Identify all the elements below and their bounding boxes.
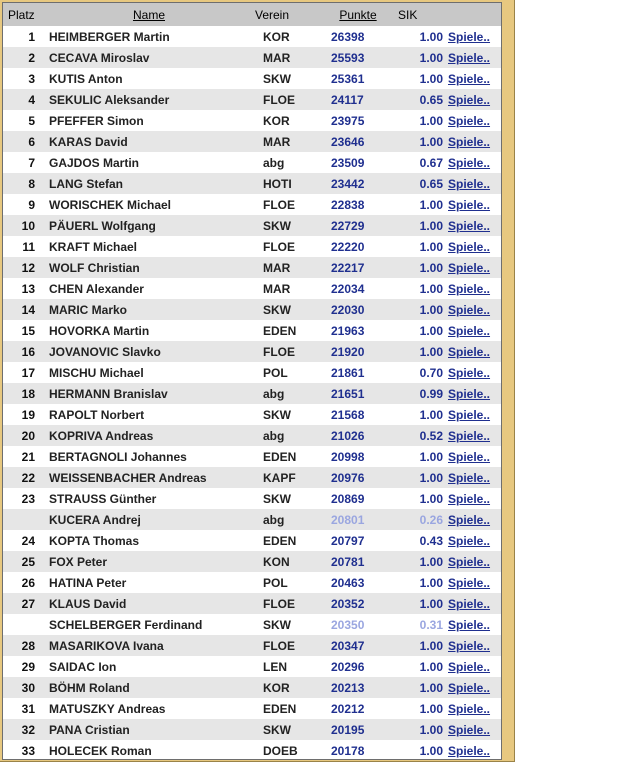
club-cell: MAR	[255, 47, 323, 68]
player-name-cell: CHEN Alexander	[43, 278, 255, 299]
table-row	[3, 257, 501, 278]
club-cell: SKW	[255, 404, 323, 425]
games-link[interactable]: Spiele..	[448, 722, 491, 737]
rank-cell: 30	[3, 677, 43, 698]
sik-cell: 0.65	[393, 89, 447, 110]
points-cell: 20347	[323, 635, 393, 656]
games-link[interactable]: Spiele..	[448, 470, 491, 485]
points-cell: 20797	[323, 530, 393, 551]
games-link[interactable]: Spiele..	[448, 365, 491, 380]
points-cell: 25593	[323, 47, 393, 68]
points-cell: 20463	[323, 572, 393, 593]
games-link[interactable]: Spiele..	[448, 743, 491, 758]
table-row	[3, 383, 501, 404]
sik-cell: 1.00	[393, 635, 447, 656]
games-cell	[447, 530, 501, 551]
player-name-cell: LANG Stefan	[43, 173, 255, 194]
sik-cell: 1.00	[393, 719, 447, 740]
points-cell: 23646	[323, 131, 393, 152]
games-cell	[447, 257, 501, 278]
sik-cell: 1.00	[393, 257, 447, 278]
points-cell: 22729	[323, 215, 393, 236]
club-cell: SKW	[255, 614, 323, 635]
player-name-cell: WOLF Christian	[43, 257, 255, 278]
rank-cell: 33	[3, 740, 43, 760]
table-row	[3, 194, 501, 215]
rank-cell: 24	[3, 530, 43, 551]
table-row	[3, 698, 501, 719]
table-row	[3, 656, 501, 677]
sik-cell: 1.00	[393, 110, 447, 131]
table-body	[3, 26, 501, 760]
rank-cell: 9	[3, 194, 43, 215]
sik-cell: 1.00	[393, 194, 447, 215]
games-cell	[447, 341, 501, 362]
player-name-cell: PFEFFER Simon	[43, 110, 255, 131]
rank-cell: 29	[3, 656, 43, 677]
points-cell: 21568	[323, 404, 393, 425]
sik-cell: 1.00	[393, 131, 447, 152]
sik-cell: 1.00	[393, 572, 447, 593]
club-cell: KAPF	[255, 467, 323, 488]
games-link[interactable]: Spiele..	[448, 113, 491, 128]
player-name-cell: SAIDAC Ion	[43, 656, 255, 677]
games-cell	[447, 320, 501, 341]
table-row	[3, 173, 501, 194]
player-name-cell: HOVORKA Martin	[43, 320, 255, 341]
sik-cell: 1.00	[393, 341, 447, 362]
games-link[interactable]: Spiele..	[448, 512, 491, 527]
player-name-cell: MATUSZKY Andreas	[43, 698, 255, 719]
sik-cell: 1.00	[393, 467, 447, 488]
games-link[interactable]: Spiele..	[448, 344, 491, 359]
sik-cell: 1.00	[393, 26, 447, 47]
table-row	[3, 467, 501, 488]
sik-cell: 1.00	[393, 593, 447, 614]
table-row	[3, 404, 501, 425]
club-cell: MAR	[255, 257, 323, 278]
games-link[interactable]: Spiele..	[448, 29, 491, 44]
points-cell: 20976	[323, 467, 393, 488]
games-cell	[447, 551, 501, 572]
rank-cell	[3, 614, 43, 635]
rank-cell: 32	[3, 719, 43, 740]
games-link[interactable]: Spiele..	[448, 218, 491, 233]
rank-cell: 21	[3, 446, 43, 467]
points-cell: 22034	[323, 278, 393, 299]
sik-cell: 1.00	[393, 698, 447, 719]
games-cell	[447, 425, 501, 446]
club-cell: SKW	[255, 488, 323, 509]
games-link[interactable]: Spiele..	[448, 659, 491, 674]
club-cell: abg	[255, 509, 323, 530]
player-name-cell: CECAVA Miroslav	[43, 47, 255, 68]
table-row	[3, 572, 501, 593]
games-cell	[447, 656, 501, 677]
points-cell: 21963	[323, 320, 393, 341]
table-row	[3, 362, 501, 383]
sik-cell: 1.00	[393, 278, 447, 299]
points-cell: 23975	[323, 110, 393, 131]
sik-cell: 1.00	[393, 656, 447, 677]
points-cell: 21026	[323, 425, 393, 446]
games-cell	[447, 278, 501, 299]
table-row	[3, 26, 501, 47]
games-cell	[447, 26, 501, 47]
club-cell: FLOE	[255, 635, 323, 656]
games-cell	[447, 152, 501, 173]
club-cell: SKW	[255, 215, 323, 236]
games-cell	[447, 614, 501, 635]
games-link[interactable]: Spiele..	[448, 197, 491, 212]
rank-cell: 1	[3, 26, 43, 47]
rank-cell: 15	[3, 320, 43, 341]
games-link[interactable]: Spiele..	[448, 428, 491, 443]
sik-cell: 1.00	[393, 488, 447, 509]
games-cell	[447, 488, 501, 509]
player-name-cell: BERTAGNOLI Johannes	[43, 446, 255, 467]
games-cell	[447, 89, 501, 110]
club-cell: DOEB	[255, 740, 323, 760]
games-link[interactable]: Spiele..	[448, 239, 491, 254]
player-name-cell: KLAUS David	[43, 593, 255, 614]
player-name-cell: STRAUSS Günther	[43, 488, 255, 509]
sik-cell: 0.26	[393, 509, 447, 530]
points-cell: 22838	[323, 194, 393, 215]
player-name-cell: KOPTA Thomas	[43, 530, 255, 551]
player-name-cell: PÄUERL Wolfgang	[43, 215, 255, 236]
table-row	[3, 593, 501, 614]
player-name-cell: WORISCHEK Michael	[43, 194, 255, 215]
club-cell: EDEN	[255, 698, 323, 719]
sik-cell: 0.43	[393, 530, 447, 551]
sik-cell: 1.00	[393, 215, 447, 236]
table-row	[3, 131, 501, 152]
club-cell: FLOE	[255, 194, 323, 215]
games-link[interactable]: Spiele..	[448, 155, 491, 170]
sik-cell: 1.00	[393, 47, 447, 68]
games-link[interactable]: Spiele..	[448, 302, 491, 317]
table-row	[3, 719, 501, 740]
club-cell: LEN	[255, 656, 323, 677]
points-cell: 20801	[323, 509, 393, 530]
club-cell: KON	[255, 551, 323, 572]
sort-by-punkte-link[interactable]: Punkte	[339, 7, 377, 22]
club-cell: POL	[255, 572, 323, 593]
club-cell: MAR	[255, 278, 323, 299]
table-row	[3, 509, 501, 530]
sik-cell: 1.00	[393, 551, 447, 572]
games-link[interactable]: Spiele..	[448, 92, 491, 107]
sik-cell: 1.00	[393, 677, 447, 698]
club-cell: KOR	[255, 26, 323, 47]
table-row	[3, 551, 501, 572]
player-name-cell: SCHELBERGER Ferdinand	[43, 614, 255, 635]
club-cell: EDEN	[255, 320, 323, 341]
sik-cell: 1.00	[393, 299, 447, 320]
games-link[interactable]: Spiele..	[448, 449, 491, 464]
rank-cell: 25	[3, 551, 43, 572]
player-name-cell: SEKULIC Aleksander	[43, 89, 255, 110]
games-link[interactable]: Spiele..	[448, 176, 491, 191]
games-link[interactable]: Spiele..	[448, 554, 491, 569]
rank-cell: 2	[3, 47, 43, 68]
rank-cell: 28	[3, 635, 43, 656]
table-row	[3, 236, 501, 257]
table-row	[3, 320, 501, 341]
games-cell	[447, 110, 501, 131]
points-cell: 22220	[323, 236, 393, 257]
club-cell: FLOE	[255, 236, 323, 257]
games-link[interactable]: Spiele..	[448, 533, 491, 548]
header-verein: Verein	[255, 3, 323, 26]
points-cell: 20869	[323, 488, 393, 509]
table-row	[3, 740, 501, 760]
rank-cell: 10	[3, 215, 43, 236]
table-row	[3, 677, 501, 698]
games-cell	[447, 677, 501, 698]
player-name-cell: HERMANN Branislav	[43, 383, 255, 404]
player-name-cell: MISCHU Michael	[43, 362, 255, 383]
games-link[interactable]: Spiele..	[448, 386, 491, 401]
points-cell: 20998	[323, 446, 393, 467]
rank-cell: 19	[3, 404, 43, 425]
club-cell: KOR	[255, 677, 323, 698]
sik-cell: 0.31	[393, 614, 447, 635]
games-cell	[447, 572, 501, 593]
player-name-cell: RAPOLT Norbert	[43, 404, 255, 425]
table-row	[3, 278, 501, 299]
games-link[interactable]: Spiele..	[448, 638, 491, 653]
rank-cell: 18	[3, 383, 43, 404]
rank-cell: 12	[3, 257, 43, 278]
sik-cell: 1.00	[393, 320, 447, 341]
player-name-cell: MARIC Marko	[43, 299, 255, 320]
points-cell: 20195	[323, 719, 393, 740]
rank-cell: 31	[3, 698, 43, 719]
rank-cell: 23	[3, 488, 43, 509]
games-cell	[447, 362, 501, 383]
club-cell: abg	[255, 425, 323, 446]
rank-cell: 6	[3, 131, 43, 152]
games-cell	[447, 68, 501, 89]
points-cell: 20350	[323, 614, 393, 635]
games-cell	[447, 215, 501, 236]
sik-cell: 0.52	[393, 425, 447, 446]
rank-cell	[3, 509, 43, 530]
points-cell: 23509	[323, 152, 393, 173]
sik-cell: 1.00	[393, 236, 447, 257]
sik-cell: 0.65	[393, 173, 447, 194]
games-cell	[447, 446, 501, 467]
table-row	[3, 215, 501, 236]
ranking-panel	[2, 2, 502, 760]
rank-cell: 27	[3, 593, 43, 614]
points-cell: 20352	[323, 593, 393, 614]
games-link[interactable]: Spiele..	[448, 134, 491, 149]
games-cell	[447, 131, 501, 152]
rank-cell: 7	[3, 152, 43, 173]
points-cell: 21651	[323, 383, 393, 404]
rank-cell: 8	[3, 173, 43, 194]
games-link[interactable]: Spiele..	[448, 50, 491, 65]
rank-cell: 13	[3, 278, 43, 299]
games-link[interactable]: Spiele..	[448, 281, 491, 296]
games-link[interactable]: Spiele..	[448, 596, 491, 611]
player-name-cell: BÖHM Roland	[43, 677, 255, 698]
games-cell	[447, 173, 501, 194]
points-cell: 21920	[323, 341, 393, 362]
player-name-cell: KOPRIVA Andreas	[43, 425, 255, 446]
games-cell	[447, 719, 501, 740]
rank-cell: 14	[3, 299, 43, 320]
rank-cell: 26	[3, 572, 43, 593]
table-row	[3, 614, 501, 635]
header-sik: SIK	[393, 3, 447, 26]
games-cell	[447, 467, 501, 488]
games-cell	[447, 740, 501, 760]
points-cell: 25361	[323, 68, 393, 89]
sik-cell: 1.00	[393, 68, 447, 89]
rank-cell: 4	[3, 89, 43, 110]
games-link[interactable]: Spiele..	[448, 260, 491, 275]
sik-cell: 1.00	[393, 740, 447, 760]
player-name-cell: HEIMBERGER Martin	[43, 26, 255, 47]
points-cell: 20212	[323, 698, 393, 719]
games-link[interactable]: Spiele..	[448, 617, 491, 632]
player-name-cell: HATINA Peter	[43, 572, 255, 593]
points-cell: 20178	[323, 740, 393, 760]
header-punkte	[323, 3, 393, 26]
rank-cell: 5	[3, 110, 43, 131]
player-name-cell: KRAFT Michael	[43, 236, 255, 257]
table-row	[3, 299, 501, 320]
points-cell: 23442	[323, 173, 393, 194]
sort-by-name-link[interactable]: Name	[132, 7, 165, 22]
player-name-cell: FOX Peter	[43, 551, 255, 572]
club-cell: POL	[255, 362, 323, 383]
rank-cell: 3	[3, 68, 43, 89]
table-row	[3, 47, 501, 68]
games-link[interactable]: Spiele..	[448, 407, 491, 422]
table-row	[3, 89, 501, 110]
points-cell: 20296	[323, 656, 393, 677]
club-cell: MAR	[255, 131, 323, 152]
player-name-cell: HOLECEK Roman	[43, 740, 255, 760]
rank-cell: 22	[3, 467, 43, 488]
points-cell: 21861	[323, 362, 393, 383]
player-name-cell: PANA Cristian	[43, 719, 255, 740]
games-cell	[447, 698, 501, 719]
table-row	[3, 425, 501, 446]
points-cell: 20781	[323, 551, 393, 572]
games-cell	[447, 635, 501, 656]
header-name	[43, 3, 255, 26]
sik-cell: 0.70	[393, 362, 447, 383]
club-cell: SKW	[255, 719, 323, 740]
sik-cell: 1.00	[393, 446, 447, 467]
rank-cell: 16	[3, 341, 43, 362]
player-name-cell: KARAS David	[43, 131, 255, 152]
club-cell: KOR	[255, 110, 323, 131]
games-link[interactable]: Spiele..	[448, 323, 491, 338]
header-platz: Platz	[3, 3, 43, 26]
points-cell: 22030	[323, 299, 393, 320]
points-cell: 26398	[323, 26, 393, 47]
sik-cell: 1.00	[393, 404, 447, 425]
games-cell	[447, 47, 501, 68]
player-name-cell: GAJDOS Martin	[43, 152, 255, 173]
games-cell	[447, 299, 501, 320]
table-row	[3, 488, 501, 509]
header-spiele	[447, 3, 501, 26]
player-name-cell: JOVANOVIC Slavko	[43, 341, 255, 362]
games-cell	[447, 593, 501, 614]
table-row	[3, 152, 501, 173]
player-name-cell: KUTIS Anton	[43, 68, 255, 89]
player-name-cell: MASARIKOVA Ivana	[43, 635, 255, 656]
games-cell	[447, 194, 501, 215]
rank-cell: 17	[3, 362, 43, 383]
table-row	[3, 110, 501, 131]
club-cell: EDEN	[255, 446, 323, 467]
club-cell: abg	[255, 383, 323, 404]
games-link[interactable]: Spiele..	[448, 575, 491, 590]
games-link[interactable]: Spiele..	[448, 71, 491, 86]
games-link[interactable]: Spiele..	[448, 701, 491, 716]
points-cell: 20213	[323, 677, 393, 698]
games-link[interactable]: Spiele..	[448, 680, 491, 695]
games-cell	[447, 383, 501, 404]
rank-cell: 11	[3, 236, 43, 257]
table-row	[3, 341, 501, 362]
table-row	[3, 68, 501, 89]
table-row	[3, 446, 501, 467]
club-cell: abg	[255, 152, 323, 173]
games-cell	[447, 236, 501, 257]
games-cell	[447, 404, 501, 425]
club-cell: SKW	[255, 299, 323, 320]
games-link[interactable]: Spiele..	[448, 491, 491, 506]
table-row	[3, 635, 501, 656]
points-cell: 24117	[323, 89, 393, 110]
sik-cell: 0.67	[393, 152, 447, 173]
club-cell: SKW	[255, 68, 323, 89]
club-cell: EDEN	[255, 530, 323, 551]
club-cell: FLOE	[255, 593, 323, 614]
table-row	[3, 530, 501, 551]
ranking-table	[3, 3, 501, 760]
club-cell: FLOE	[255, 89, 323, 110]
sik-cell: 0.99	[393, 383, 447, 404]
club-cell: FLOE	[255, 341, 323, 362]
rank-cell: 20	[3, 425, 43, 446]
games-cell	[447, 509, 501, 530]
points-cell: 22217	[323, 257, 393, 278]
table-header-row	[3, 3, 501, 26]
player-name-cell: KUCERA Andrej	[43, 509, 255, 530]
player-name-cell: WEISSENBACHER Andreas	[43, 467, 255, 488]
club-cell: HOTI	[255, 173, 323, 194]
